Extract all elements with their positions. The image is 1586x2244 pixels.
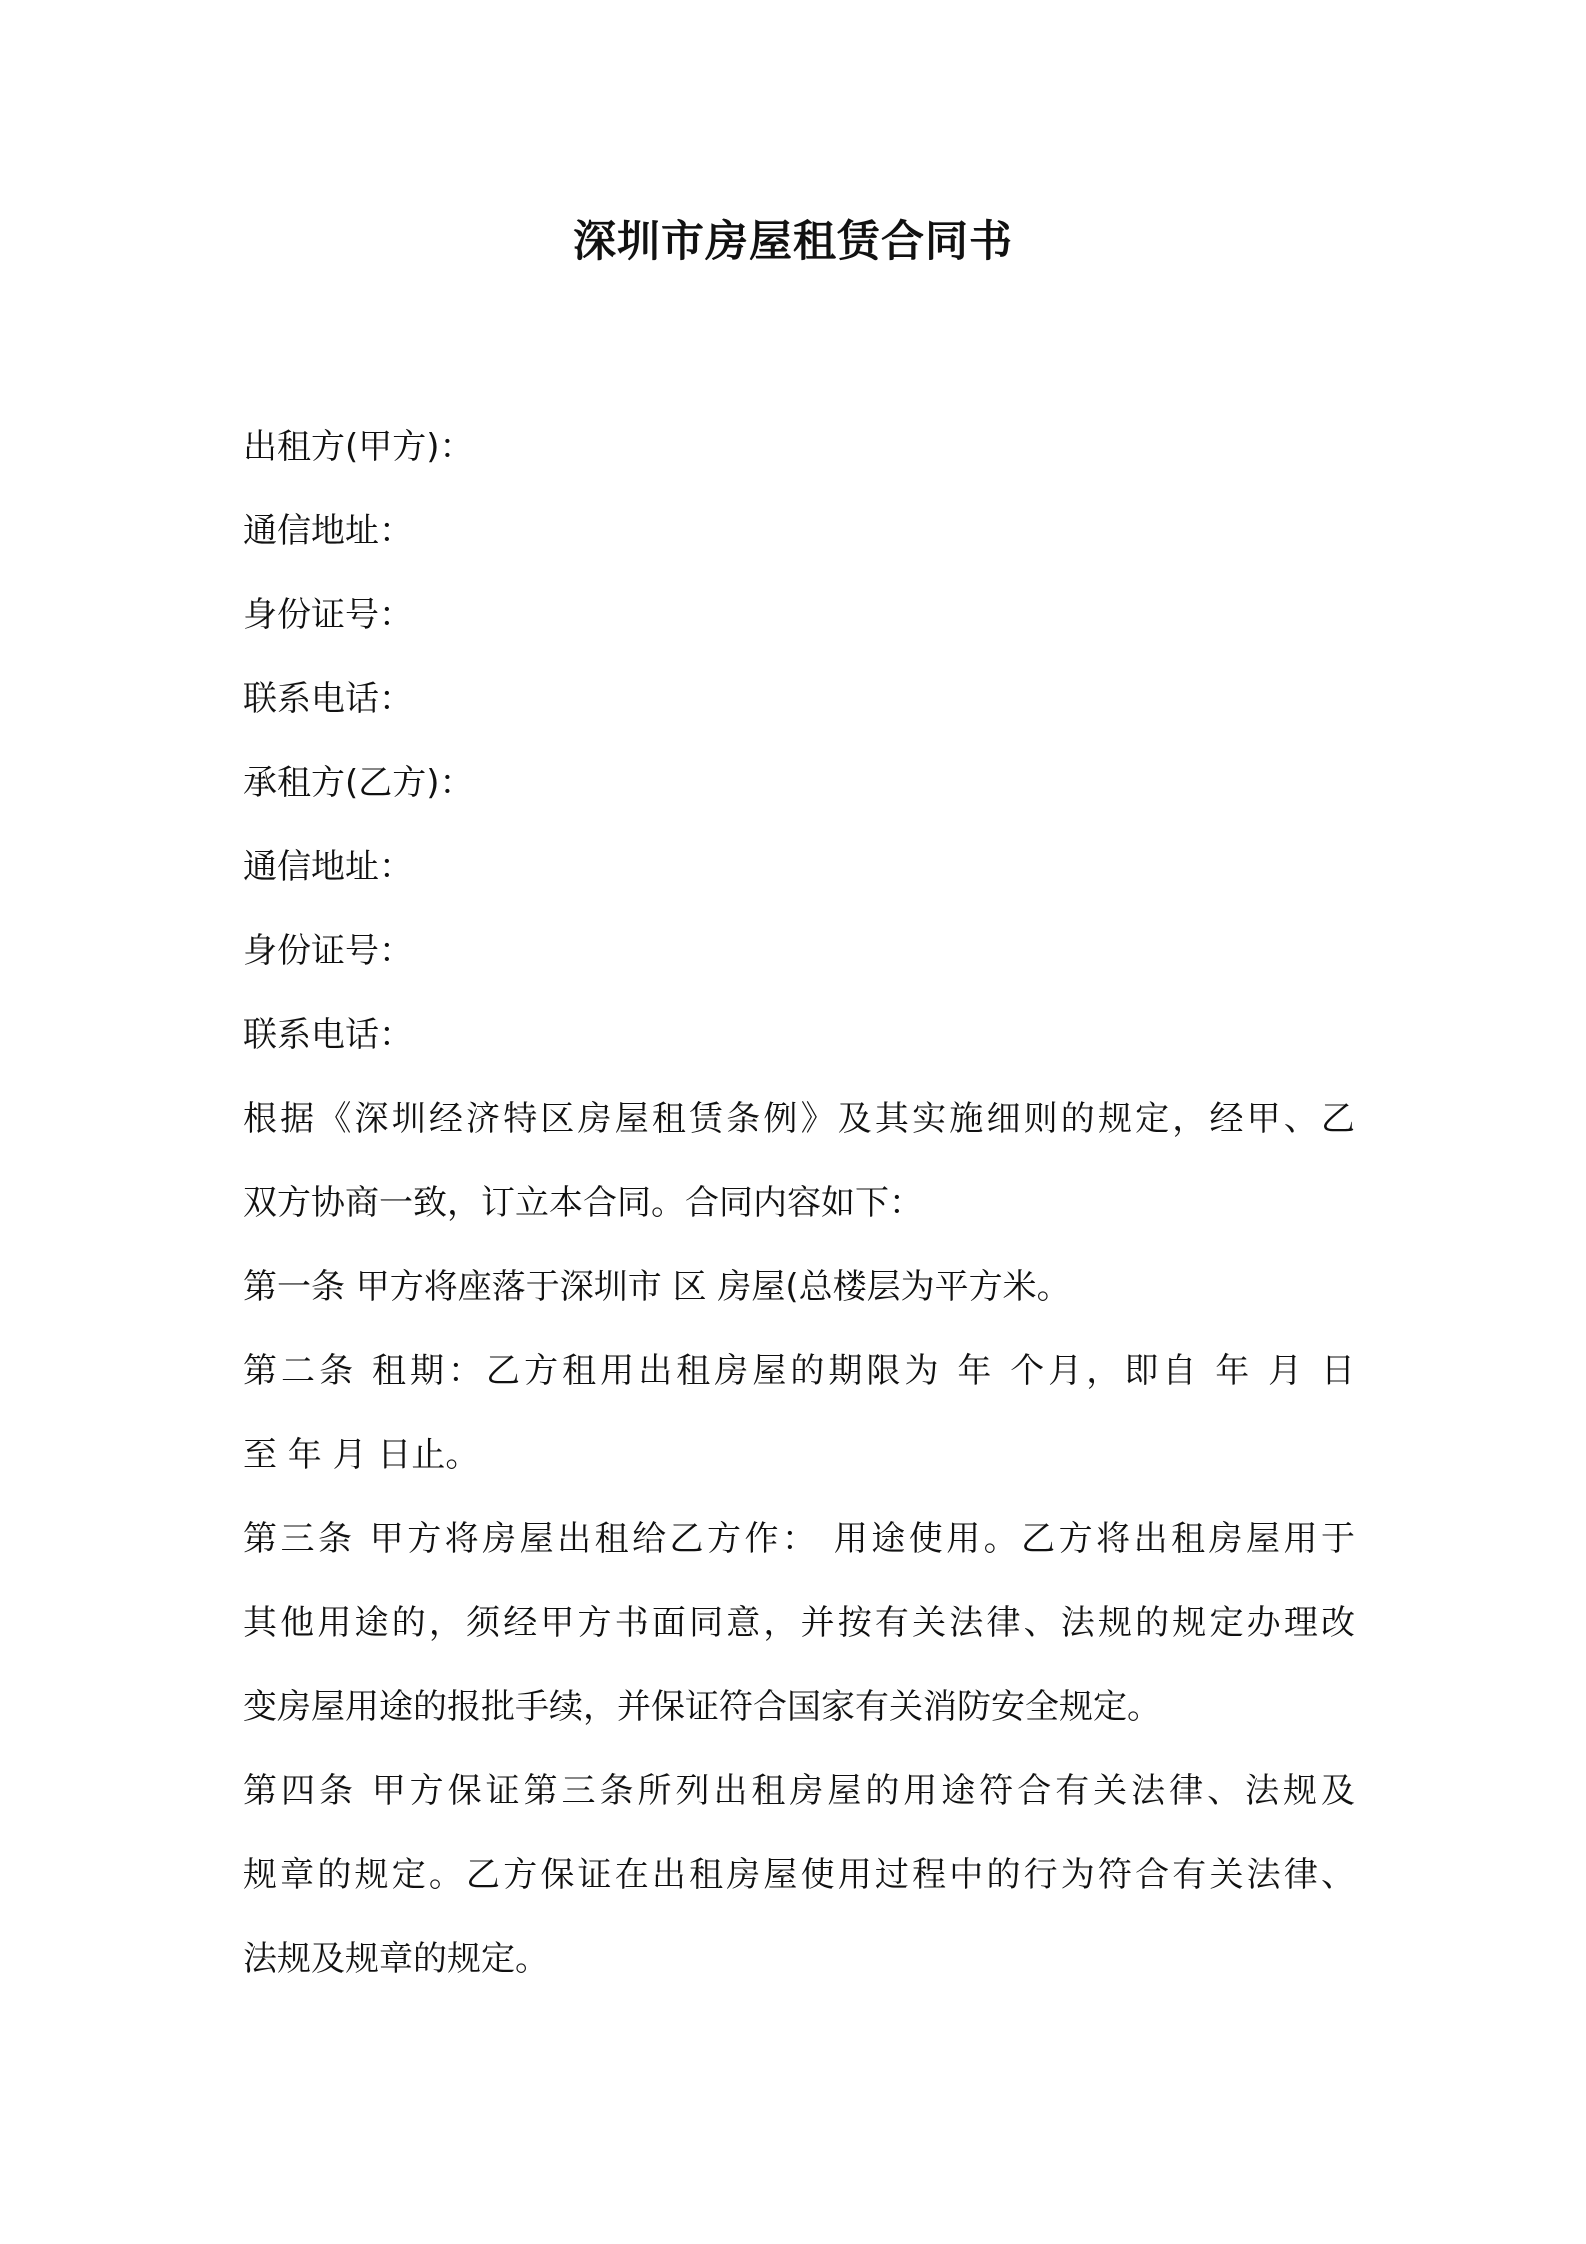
article-1-line: 第一条 甲方将座落于深圳市 区 房屋(总楼层为平方米。 [243, 1267, 1071, 1307]
article-3-line-3: 变房屋用途的报批手续，并保证符合国家有关消防安全规定。 [243, 1687, 1161, 1727]
article-4-line-2: 规章的规定。乙方保证在出租房屋使用过程中的行为符合有关法律、 [243, 1855, 1355, 1895]
tenant-line: 承租方(乙方)： [243, 763, 474, 803]
tenant-address-line: 通信地址： [243, 847, 413, 887]
tenant-id-line: 身份证号： [243, 931, 413, 971]
preamble-line-2: 双方协商一致，订立本合同。合同内容如下： [243, 1183, 923, 1223]
document-title: 深圳市房屋租赁合同书 [573, 217, 1013, 267]
article-4-line-1: 第四条 甲方保证第三条所列出租房屋的用途符合有关法律、法规及 [243, 1771, 1355, 1811]
article-4-line-3: 法规及规章的规定。 [243, 1939, 549, 1979]
preamble-line-1: 根据《深圳经济特区房屋租赁条例》及其实施细则的规定，经甲、乙 [243, 1099, 1355, 1139]
article-3-line-2: 其他用途的，须经甲方书面同意，并按有关法律、法规的规定办理改 [243, 1603, 1355, 1643]
document-body [243, 405, 1355, 2001]
landlord-address-line: 通信地址： [243, 511, 413, 551]
article-3-line-1: 第三条 甲方将房屋出租给乙方作： 用途使用。乙方将出租房屋用于 [243, 1519, 1355, 1559]
landlord-phone-line: 联系电话： [243, 679, 413, 719]
tenant-phone-line: 联系电话： [243, 1015, 413, 1055]
landlord-line: 出租方(甲方)： [243, 427, 474, 467]
article-2-line-1: 第二条 租期：乙方租用出租房屋的期限为 年 个月，即自 年 月 日 [243, 1351, 1355, 1391]
landlord-id-line: 身份证号： [243, 595, 413, 635]
article-2-line-2: 至 年 月 日止。 [243, 1435, 480, 1475]
